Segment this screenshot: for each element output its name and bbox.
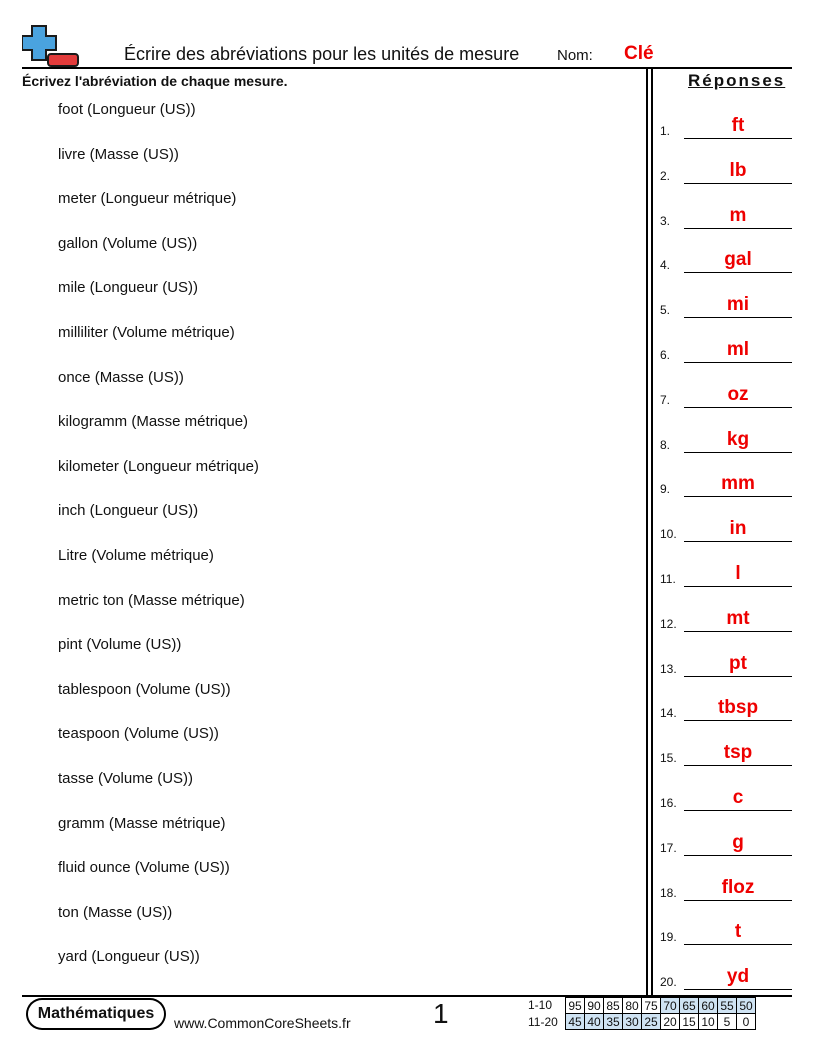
answer-blank-line bbox=[684, 989, 792, 990]
answer-number: 10. bbox=[660, 527, 677, 542]
answer-blank-line bbox=[684, 676, 792, 677]
score-cell: 10 bbox=[699, 1014, 718, 1030]
question-text: once (Masse (US)) bbox=[58, 368, 184, 386]
score-cell: 35 bbox=[604, 1014, 623, 1030]
answer-value: tsp bbox=[723, 742, 753, 764]
answer-number: 2. bbox=[660, 168, 671, 183]
question-text: Litre (Volume métrique) bbox=[58, 547, 214, 564]
answer-number: 12. bbox=[660, 616, 677, 631]
answer-value: mt bbox=[726, 607, 750, 629]
plus-minus-logo-icon bbox=[22, 24, 80, 68]
subject-badge bbox=[26, 998, 166, 1030]
score-row bbox=[566, 1014, 756, 1030]
question-text: meter (Longueur métrique) bbox=[58, 190, 237, 208]
answer-number: 3. bbox=[660, 213, 671, 228]
worksheet-title: Écrire des abréviations pour les unités de mesure bbox=[124, 44, 520, 64]
answer-number: 1. bbox=[660, 124, 671, 138]
score-row bbox=[566, 998, 756, 1014]
answer-number: 20. bbox=[660, 975, 677, 990]
answer-value: lb bbox=[729, 159, 747, 181]
column-divider-left bbox=[646, 68, 648, 996]
answer-number: 8. bbox=[660, 437, 671, 452]
answer-blank-line bbox=[684, 452, 792, 453]
question-text: milliliter (Volume métrique) bbox=[58, 324, 235, 341]
answer-value: m bbox=[729, 204, 747, 226]
answer-number: 9. bbox=[660, 482, 671, 497]
answer-number: 11. bbox=[660, 572, 676, 586]
answer-blank-line bbox=[684, 228, 792, 229]
score-cell: 55 bbox=[718, 998, 737, 1014]
instructions: Écrivez l'abréviation de chaque mesure. bbox=[22, 73, 288, 89]
score-cell: 45 bbox=[566, 1014, 585, 1030]
answer-blank-line bbox=[684, 541, 792, 542]
answer-blank-line bbox=[684, 631, 792, 632]
score-cell: 90 bbox=[585, 998, 604, 1014]
score-cell: 40 bbox=[585, 1014, 604, 1030]
answer-blank-line bbox=[684, 765, 792, 766]
score-cell: 85 bbox=[604, 998, 623, 1014]
answer-value: t bbox=[734, 921, 742, 943]
answer-value: tbsp bbox=[717, 697, 759, 719]
answer-value: ml bbox=[726, 339, 750, 360]
question-text: inch (Longueur (US)) bbox=[58, 502, 199, 520]
answer-number: 17. bbox=[660, 840, 677, 855]
answer-blank-line bbox=[684, 407, 792, 408]
question-text: livre (Masse (US)) bbox=[58, 145, 179, 163]
answer-value: mm bbox=[721, 473, 755, 495]
question-text: yard (Longueur (US)) bbox=[58, 948, 200, 966]
answer-blank-line bbox=[684, 810, 792, 811]
answer-number: 19. bbox=[660, 930, 677, 945]
answer-number: 16. bbox=[660, 796, 677, 810]
question-text: teaspoon (Volume (US)) bbox=[58, 725, 219, 743]
answer-number: 14. bbox=[660, 706, 677, 721]
question-text: metric ton (Masse métrique) bbox=[58, 591, 245, 609]
header-divider bbox=[22, 67, 792, 69]
answer-value: mi bbox=[726, 294, 750, 316]
site-url: www.CommonCoreSheets.fr bbox=[174, 1015, 351, 1031]
question-text: foot (Longueur (US)) bbox=[58, 101, 196, 118]
question-text: pint (Volume (US)) bbox=[58, 636, 182, 654]
answer-blank-line bbox=[684, 138, 792, 139]
answer-blank-line bbox=[684, 317, 792, 318]
score-cell: 95 bbox=[566, 998, 585, 1014]
answer-number: 13. bbox=[660, 661, 677, 676]
question-text: kilometer (Longueur métrique) bbox=[58, 457, 259, 475]
score-row-label: 11-20 bbox=[528, 1015, 558, 1029]
answer-blank-line bbox=[684, 944, 792, 945]
subject-label: Mathématiques bbox=[28, 1000, 164, 1028]
answer-value: pt bbox=[729, 652, 747, 674]
column-divider-right bbox=[651, 68, 653, 996]
answer-blank-line bbox=[684, 183, 792, 184]
score-cell: 30 bbox=[623, 1014, 642, 1030]
score-cell: 20 bbox=[661, 1014, 680, 1030]
answer-value: l bbox=[735, 563, 741, 584]
score-cell: 0 bbox=[737, 1014, 756, 1030]
question-text: fluid ounce (Volume (US)) bbox=[58, 859, 230, 877]
score-cell: 25 bbox=[642, 1014, 661, 1030]
answer-number: 18. bbox=[660, 885, 677, 900]
score-cell: 50 bbox=[737, 998, 756, 1014]
answer-value: ft bbox=[731, 115, 745, 136]
question-text: gramm (Masse métrique) bbox=[58, 814, 226, 832]
answer-number: 7. bbox=[660, 392, 671, 407]
question-text: mile (Longueur (US)) bbox=[58, 279, 199, 297]
answer-blank-line bbox=[684, 496, 792, 497]
score-table bbox=[565, 997, 756, 1030]
question-text: tasse (Volume (US)) bbox=[58, 770, 194, 787]
answer-blank-line bbox=[684, 720, 792, 721]
answers-title: Réponses bbox=[688, 71, 786, 90]
score-cell: 80 bbox=[623, 998, 642, 1014]
answer-value: kg bbox=[726, 428, 750, 450]
score-cell: 60 bbox=[699, 998, 718, 1014]
question-text: kilogramm (Masse métrique) bbox=[58, 413, 249, 431]
page-number: 1 bbox=[433, 998, 449, 1029]
question-text: ton (Masse (US)) bbox=[58, 903, 173, 921]
answer-value: c bbox=[732, 787, 744, 808]
score-row-label: 1-10 bbox=[528, 998, 553, 1012]
question-text: gallon (Volume (US)) bbox=[58, 234, 198, 252]
score-cell: 75 bbox=[642, 998, 661, 1014]
score-cell: 70 bbox=[661, 998, 680, 1014]
answer-value: oz bbox=[727, 383, 749, 405]
answer-blank-line bbox=[684, 900, 792, 901]
answer-value: gal bbox=[724, 249, 752, 271]
answer-number: 4. bbox=[660, 258, 671, 273]
answer-value: floz bbox=[721, 876, 755, 898]
answer-blank-line bbox=[684, 586, 792, 587]
answer-blank-line bbox=[684, 272, 792, 273]
answer-value: in bbox=[729, 518, 747, 540]
score-cell: 65 bbox=[680, 998, 699, 1014]
answer-number: 5. bbox=[660, 303, 671, 318]
answer-blank-line bbox=[684, 855, 792, 856]
answer-value: g bbox=[732, 831, 744, 853]
name-value: Clé bbox=[624, 43, 654, 64]
question-text: tablespoon (Volume (US)) bbox=[58, 680, 231, 698]
answer-number: 6. bbox=[660, 348, 671, 362]
score-cell: 15 bbox=[680, 1014, 699, 1030]
answer-number: 15. bbox=[660, 751, 677, 766]
score-cell: 5 bbox=[718, 1014, 737, 1030]
answer-value: yd bbox=[726, 966, 750, 988]
name-label: Nom: bbox=[557, 47, 593, 64]
answer-blank-line bbox=[684, 362, 792, 363]
